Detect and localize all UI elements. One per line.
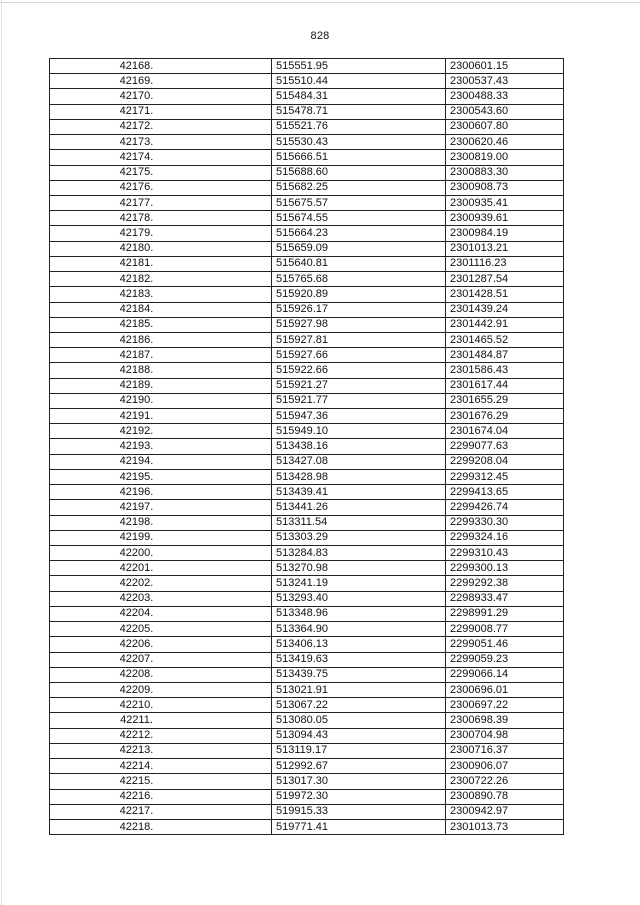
northing-cell: 2300984.19 <box>446 226 564 241</box>
table-row <box>50 591 564 606</box>
northing-cell: 2300716.37 <box>446 743 564 758</box>
easting-cell: 515666.51 <box>272 150 446 165</box>
easting-cell: 515927.66 <box>272 348 446 363</box>
table-row <box>50 622 564 637</box>
northing-cell: 2299413.65 <box>446 485 564 500</box>
northing-cell: 2300883.30 <box>446 165 564 180</box>
point-number-cell: 42208. <box>50 667 272 682</box>
point-number-cell: 42191. <box>50 409 272 424</box>
easting-cell: 515675.57 <box>272 195 446 210</box>
easting-cell: 512992.67 <box>272 759 446 774</box>
northing-cell: 2300935.41 <box>446 195 564 210</box>
point-number-cell: 42177. <box>50 195 272 210</box>
easting-cell: 513080.05 <box>272 713 446 728</box>
table-row <box>50 59 564 74</box>
easting-cell: 519915.33 <box>272 804 446 819</box>
table-row <box>50 637 564 652</box>
point-number-cell: 42183. <box>50 287 272 302</box>
table-row <box>50 652 564 667</box>
northing-cell: 2300601.15 <box>446 59 564 74</box>
point-number-cell: 42209. <box>50 682 272 697</box>
easting-cell: 515920.89 <box>272 287 446 302</box>
point-number-cell: 42192. <box>50 424 272 439</box>
easting-cell: 515478.71 <box>272 104 446 119</box>
table-row <box>50 211 564 226</box>
point-number-cell: 42218. <box>50 819 272 834</box>
point-number-cell: 42214. <box>50 759 272 774</box>
table-row <box>50 454 564 469</box>
table-row <box>50 226 564 241</box>
northing-cell: 2300488.33 <box>446 89 564 104</box>
table-row <box>50 606 564 621</box>
easting-cell: 513119.17 <box>272 743 446 758</box>
point-number-cell: 42213. <box>50 743 272 758</box>
table-row <box>50 348 564 363</box>
point-number-cell: 42198. <box>50 515 272 530</box>
northing-cell: 2299208.04 <box>446 454 564 469</box>
point-number-cell: 42203. <box>50 591 272 606</box>
left-margin-rule <box>1 0 3 905</box>
easting-cell: 513303.29 <box>272 530 446 545</box>
easting-cell: 515947.36 <box>272 409 446 424</box>
table-row <box>50 332 564 347</box>
table-row <box>50 759 564 774</box>
easting-cell: 513094.43 <box>272 728 446 743</box>
northing-cell: 2300620.46 <box>446 135 564 150</box>
easting-cell: 515530.43 <box>272 135 446 150</box>
point-number-cell: 42173. <box>50 135 272 150</box>
northing-cell: 2301586.43 <box>446 363 564 378</box>
point-number-cell: 42178. <box>50 211 272 226</box>
easting-cell: 513017.30 <box>272 774 446 789</box>
point-number-cell: 42202. <box>50 576 272 591</box>
table-row <box>50 546 564 561</box>
northing-cell: 2299426.74 <box>446 500 564 515</box>
table-row <box>50 393 564 408</box>
northing-cell: 2301287.54 <box>446 272 564 287</box>
table-row <box>50 363 564 378</box>
northing-cell: 2299300.13 <box>446 561 564 576</box>
northing-cell: 2299324.16 <box>446 530 564 545</box>
table-row <box>50 439 564 454</box>
northing-cell: 2298991.29 <box>446 606 564 621</box>
point-number-cell: 42201. <box>50 561 272 576</box>
northing-cell: 2301484.87 <box>446 348 564 363</box>
northing-cell: 2300890.78 <box>446 789 564 804</box>
northing-cell: 2300697.22 <box>446 698 564 713</box>
table-row <box>50 119 564 134</box>
easting-cell: 513348.96 <box>272 606 446 621</box>
table-row <box>50 485 564 500</box>
point-number-cell: 42190. <box>50 393 272 408</box>
table-row <box>50 713 564 728</box>
point-number-cell: 42217. <box>50 804 272 819</box>
northing-cell: 2301674.04 <box>446 424 564 439</box>
easting-cell: 513241.19 <box>272 576 446 591</box>
point-number-cell: 42169. <box>50 74 272 89</box>
point-number-cell: 42172. <box>50 119 272 134</box>
table-row <box>50 743 564 758</box>
northing-cell: 2300607.80 <box>446 119 564 134</box>
easting-cell: 513439.75 <box>272 667 446 682</box>
point-number-cell: 42188. <box>50 363 272 378</box>
point-number-cell: 42174. <box>50 150 272 165</box>
northing-cell: 2301428.51 <box>446 287 564 302</box>
table-row <box>50 424 564 439</box>
easting-cell: 513406.13 <box>272 637 446 652</box>
easting-cell: 515949.10 <box>272 424 446 439</box>
table-row <box>50 409 564 424</box>
point-number-cell: 42210. <box>50 698 272 713</box>
northing-cell: 2300537.43 <box>446 74 564 89</box>
table-row <box>50 74 564 89</box>
table-row <box>50 150 564 165</box>
point-number-cell: 42189. <box>50 378 272 393</box>
point-number-cell: 42182. <box>50 272 272 287</box>
northing-cell: 2300696.01 <box>446 682 564 697</box>
point-number-cell: 42199. <box>50 530 272 545</box>
easting-cell: 513439.41 <box>272 485 446 500</box>
northing-cell: 2301442.91 <box>446 317 564 332</box>
point-number-cell: 42195. <box>50 469 272 484</box>
northing-cell: 2301617.44 <box>446 378 564 393</box>
easting-cell: 513441.26 <box>272 500 446 515</box>
northing-cell: 2300698.39 <box>446 713 564 728</box>
easting-cell: 519771.41 <box>272 819 446 834</box>
table-row <box>50 135 564 150</box>
northing-cell: 2301013.73 <box>446 819 564 834</box>
point-number-cell: 42215. <box>50 774 272 789</box>
table-row <box>50 180 564 195</box>
table-row <box>50 256 564 271</box>
table-row <box>50 682 564 697</box>
easting-cell: 515927.81 <box>272 332 446 347</box>
point-number-cell: 42216. <box>50 789 272 804</box>
northing-cell: 2300942.97 <box>446 804 564 819</box>
easting-cell: 515640.81 <box>272 256 446 271</box>
table-row <box>50 804 564 819</box>
point-number-cell: 42204. <box>50 606 272 621</box>
northing-cell: 2301465.52 <box>446 332 564 347</box>
table-row <box>50 89 564 104</box>
easting-cell: 515484.31 <box>272 89 446 104</box>
northing-cell: 2301116.23 <box>446 256 564 271</box>
northing-cell: 2299077.63 <box>446 439 564 454</box>
table-row <box>50 774 564 789</box>
easting-cell: 515688.60 <box>272 165 446 180</box>
table-row <box>50 287 564 302</box>
northing-cell: 2301013.21 <box>446 241 564 256</box>
point-number-cell: 42176. <box>50 180 272 195</box>
point-number-cell: 42185. <box>50 317 272 332</box>
table-row <box>50 819 564 834</box>
table-row <box>50 667 564 682</box>
table-row <box>50 195 564 210</box>
easting-cell: 513438.16 <box>272 439 446 454</box>
table-row <box>50 302 564 317</box>
northing-cell: 2301655.29 <box>446 393 564 408</box>
northing-cell: 2300939.61 <box>446 211 564 226</box>
easting-cell: 515922.66 <box>272 363 446 378</box>
point-number-cell: 42200. <box>50 546 272 561</box>
easting-cell: 515921.77 <box>272 393 446 408</box>
point-number-cell: 42184. <box>50 302 272 317</box>
table-row <box>50 561 564 576</box>
easting-cell: 513311.54 <box>272 515 446 530</box>
easting-cell: 513427.08 <box>272 454 446 469</box>
point-number-cell: 42212. <box>50 728 272 743</box>
table-row <box>50 698 564 713</box>
easting-cell: 513067.22 <box>272 698 446 713</box>
northing-cell: 2298933.47 <box>446 591 564 606</box>
northing-cell: 2299008.77 <box>446 622 564 637</box>
top-rule <box>0 2 640 3</box>
point-number-cell: 42207. <box>50 652 272 667</box>
point-number-cell: 42194. <box>50 454 272 469</box>
northing-cell: 2301439.24 <box>446 302 564 317</box>
northing-cell: 2300722.26 <box>446 774 564 789</box>
table-row <box>50 378 564 393</box>
northing-cell: 2300543.60 <box>446 104 564 119</box>
table-row <box>50 728 564 743</box>
northing-cell: 2300819.00 <box>446 150 564 165</box>
point-number-cell: 42168. <box>50 59 272 74</box>
point-number-cell: 42170. <box>50 89 272 104</box>
table-row <box>50 500 564 515</box>
easting-cell: 515664.23 <box>272 226 446 241</box>
easting-cell: 515551.95 <box>272 59 446 74</box>
easting-cell: 513284.83 <box>272 546 446 561</box>
easting-cell: 515921.27 <box>272 378 446 393</box>
easting-cell: 513021.91 <box>272 682 446 697</box>
easting-cell: 513270.98 <box>272 561 446 576</box>
table-row <box>50 530 564 545</box>
northing-cell: 2299330.30 <box>446 515 564 530</box>
page-number: 828 <box>310 30 330 42</box>
table-row <box>50 272 564 287</box>
northing-cell: 2299059.23 <box>446 652 564 667</box>
point-number-cell: 42175. <box>50 165 272 180</box>
table-row <box>50 469 564 484</box>
coordinates-table <box>49 58 564 835</box>
table-row <box>50 789 564 804</box>
table-row <box>50 165 564 180</box>
point-number-cell: 42193. <box>50 439 272 454</box>
point-number-cell: 42179. <box>50 226 272 241</box>
northing-cell: 2300704.98 <box>446 728 564 743</box>
northing-cell: 2299292.38 <box>446 576 564 591</box>
easting-cell: 513293.40 <box>272 591 446 606</box>
easting-cell: 515521.76 <box>272 119 446 134</box>
easting-cell: 513428.98 <box>272 469 446 484</box>
point-number-cell: 42187. <box>50 348 272 363</box>
easting-cell: 515510.44 <box>272 74 446 89</box>
northing-cell: 2299312.45 <box>446 469 564 484</box>
point-number-cell: 42196. <box>50 485 272 500</box>
table-row <box>50 317 564 332</box>
easting-cell: 515765.68 <box>272 272 446 287</box>
point-number-cell: 42181. <box>50 256 272 271</box>
point-number-cell: 42211. <box>50 713 272 728</box>
northing-cell: 2300908.73 <box>446 180 564 195</box>
northing-cell: 2299310.43 <box>446 546 564 561</box>
northing-cell: 2299066.14 <box>446 667 564 682</box>
easting-cell: 515674.55 <box>272 211 446 226</box>
point-number-cell: 42206. <box>50 637 272 652</box>
point-number-cell: 42205. <box>50 622 272 637</box>
table-row <box>50 515 564 530</box>
easting-cell: 515927.98 <box>272 317 446 332</box>
easting-cell: 513364.90 <box>272 622 446 637</box>
coordinates-table-body <box>50 59 564 835</box>
table-row <box>50 104 564 119</box>
northing-cell: 2299051.46 <box>446 637 564 652</box>
easting-cell: 513419.63 <box>272 652 446 667</box>
point-number-cell: 42180. <box>50 241 272 256</box>
point-number-cell: 42197. <box>50 500 272 515</box>
point-number-cell: 42171. <box>50 104 272 119</box>
easting-cell: 515682.25 <box>272 180 446 195</box>
table-row <box>50 576 564 591</box>
easting-cell: 515659.09 <box>272 241 446 256</box>
northing-cell: 2300906.07 <box>446 759 564 774</box>
easting-cell: 519972.30 <box>272 789 446 804</box>
table-row <box>50 241 564 256</box>
easting-cell: 515926.17 <box>272 302 446 317</box>
northing-cell: 2301676.29 <box>446 409 564 424</box>
point-number-cell: 42186. <box>50 332 272 347</box>
